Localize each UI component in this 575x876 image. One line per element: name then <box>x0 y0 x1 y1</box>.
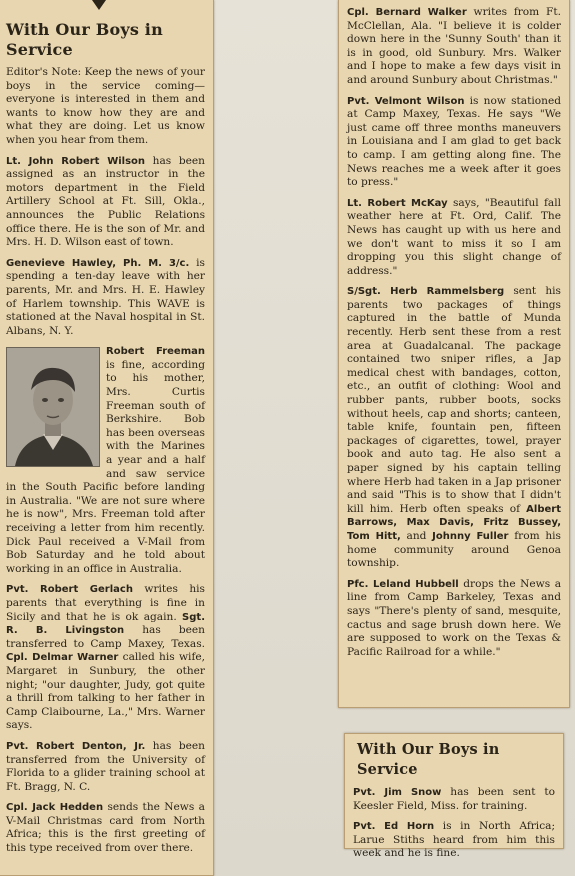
item-text: writes his parents that everything is fine in Sicily and that he is ok again. <box>6 583 205 623</box>
item-walker <box>347 6 561 88</box>
person-name: Pvt. Jim Snow <box>353 787 442 798</box>
clipping-left-column <box>0 0 214 876</box>
item-text: drops the News a line from Camp Barkeley, Texas and says "There's plenty of sand, mesquite, cactus and sage brush down here. We are supposed to work on the Texas & Pacific Railroad for a while." <box>347 577 562 658</box>
friend-name-last: Johnny Fuller <box>432 530 509 542</box>
item-text: writes from Ft. McClellan, Ala. "I believe it is colder down here in the 'Sunny South' than it is in good, old Sunbury. Mrs. Walker and I hope to make a few days visit in and around Sunbury about Christmas." <box>347 6 561 86</box>
ornament-triangle <box>92 0 106 10</box>
item-wilson <box>6 155 205 250</box>
item-text: is fine, according to his mother, Mrs. Curtis Freeman south of Berkshire. Bob has been overseas with the Marines a year and a half and saw service in the South Pacific before landing in Australia. "We are not sure where he is now", Mrs. Freeman told after receiving a letter from him recently. Dick Paul received a V-Mail from Bob Saturday and he told about working in an office in Australia. <box>6 358 205 575</box>
item-text: says, "Beautiful fall weather here at Ft. Ord, Calif. The News has caught up with us here and we don't want to miss it so I am dropping you this slight change of address." <box>347 196 561 277</box>
person-name: Genevieve Hawley, Ph. M. 3/c. <box>6 257 190 269</box>
person-name: Lt. Robert McKay <box>347 197 448 209</box>
person-name: Cpl. Delmar Warner <box>6 652 119 664</box>
person-name: Pvt. Robert Denton, Jr. <box>6 740 146 752</box>
item-hedden <box>6 801 205 855</box>
item-horn <box>353 820 555 861</box>
item-text: is spending a ten-day leave with her parents, Mr. and Mrs. H. E. Hawley of Harlem township. This WAVE is stationed at the Naval hospital in St. Albans, N. Y. <box>6 256 205 337</box>
section-heading: With Our Boys in Service <box>357 741 500 778</box>
item-freeman <box>6 345 205 576</box>
portrait-photo <box>6 347 100 467</box>
person-name: S/Sgt. Herb Rammelsberg <box>347 286 505 298</box>
item-text: has been assigned as an instructor in the motors department in the Field Artillery School at Ft. Sill, Okla., announces the Public Relations office there. He is the son of Mr. and Mrs. H. D. Wilson east of town. <box>6 154 205 249</box>
item-snow <box>353 786 555 813</box>
item-hawley <box>6 257 205 339</box>
item-text: is in North Africa; Larue Stiths heard from him this week and he is fine. <box>353 820 556 860</box>
section-heading: With Our Boys in Service <box>6 20 163 59</box>
person-name: Cpl. Bernard Walker <box>347 7 467 18</box>
clipping-right-column <box>338 0 570 708</box>
item-mckay <box>347 197 561 279</box>
person-name: Pvt. Ed Horn <box>353 821 435 833</box>
item-text: called his wife, Margaret in Sunbury, the other night; "our daughter, Judy, got quite a thrill from talking to her father in Camp Claibourne, La.," Mrs. Warner says. <box>6 651 206 732</box>
item-text: has been sent to Keesler Field, Miss. for training. <box>353 786 555 812</box>
item-vwilson <box>347 95 561 190</box>
item-denton <box>6 740 205 794</box>
item-text: is now stationed at Camp Maxey, Texas. He says "We just came off three months maneuvers in Louisiana and I am glad to get back to camp. I am getting along fine. The News reaches me a week after it goes to press." <box>347 94 562 189</box>
person-name: Pfc. Leland Hubbell <box>347 578 459 590</box>
item-text: and <box>400 529 433 542</box>
editor-note: Editor's Note: Keep the news of your boys in the service coming—everyone is interested in them and wants to know how they are and what they are doing. Let us know when you hear from them. <box>6 66 205 146</box>
item-text: has been transferred to Camp Maxey, Texas. <box>6 624 205 650</box>
item-text: from his home community around Genoa township. <box>347 529 561 570</box>
person-name: Lt. John Robert Wilson <box>6 155 146 167</box>
person-name: Pvt. Velmont Wilson <box>347 95 465 107</box>
item-hubbell <box>347 578 561 660</box>
person-name: Pvt. Robert Gerlach <box>6 584 133 596</box>
item-text: has been transferred from the University of Florida to a glider training school at Ft. Bragg, N. C. <box>6 739 205 793</box>
item-text: sends the News a V-Mail Christmas card from North Africa; this is the first greeting of this type received from over there. <box>6 801 205 855</box>
clipping-bottom <box>344 733 564 860</box>
item-rammelsberg <box>347 285 561 570</box>
person-name: Robert Freeman <box>106 346 205 358</box>
friend-names: Albert Barrows, Max Davis, Fritz Bussey, Tom Hitt, <box>347 503 561 542</box>
item-text: sent his parents two packages of things captured in the battle of Munda recently. Herb sent these from a rest area at Guadalcanal. The package contained two sniper rifles, a Jap medical chest with bandages, cotton, etc., an outfit of clothing: Wool and rubber pants, rubber boots, socks without heels, cap and shorts; canteen, table knife, fountain pen, fifteen packages of cigarettes, towel, prayer book and auto tag. He also sent a paper signed by his captain telling where Herb had taken in a Jap prisoner and said "This is to show that I didn't kill him. Herb often speaks of <box>347 285 561 515</box>
item-gerlach <box>6 583 205 733</box>
person-name: Cpl. Jack Hedden <box>6 802 104 814</box>
person-name: Sgt. R. B. Livingston <box>6 611 205 637</box>
